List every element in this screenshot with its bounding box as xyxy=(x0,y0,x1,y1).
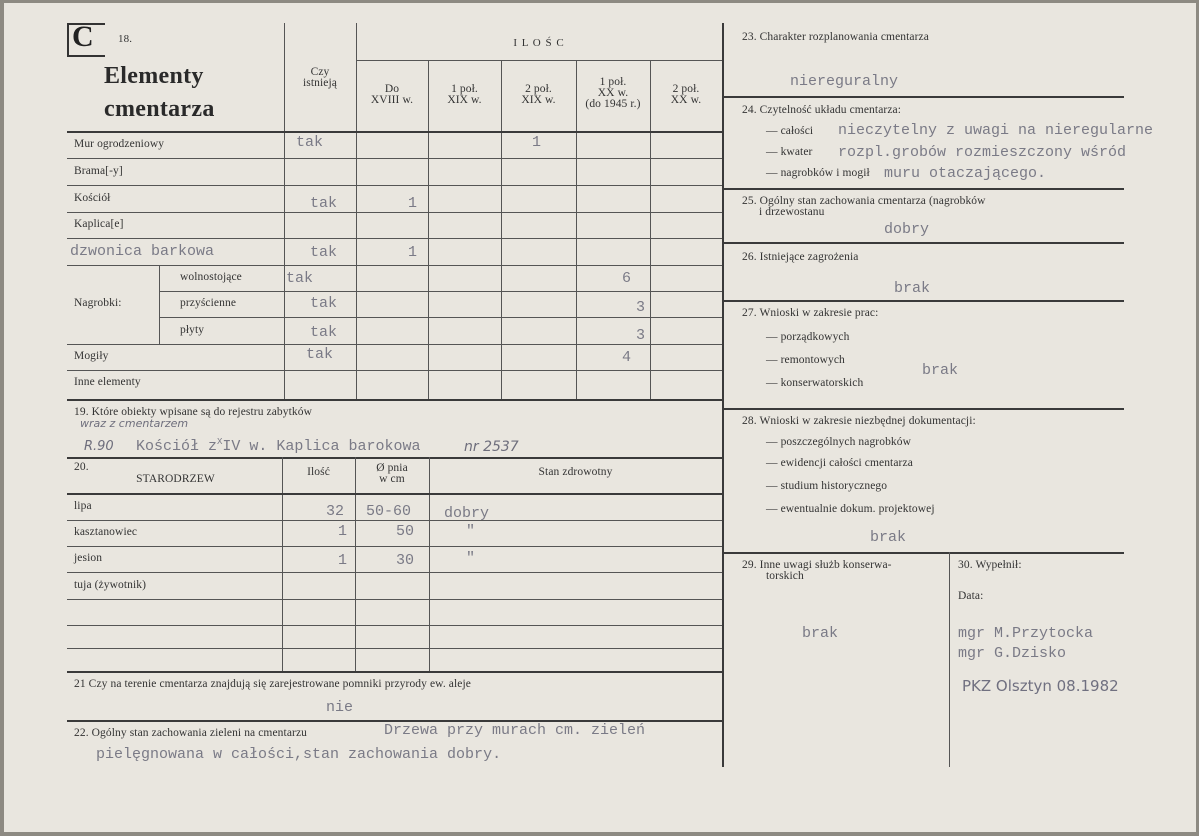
q26-answer: brak xyxy=(894,280,931,297)
tree-qty-lipa: 32 xyxy=(326,503,345,520)
element-label-brama: Brama[-y] xyxy=(74,165,123,177)
period-col-3-line2: XIX w. xyxy=(521,94,556,106)
q30-name-1: mgr M.Przytocka xyxy=(958,625,1094,642)
mogily-count: 4 xyxy=(622,349,632,366)
row-line xyxy=(67,158,722,159)
row-line xyxy=(67,212,722,213)
q25-top-line xyxy=(724,188,1124,190)
ilosc-header: I L O Ś C xyxy=(513,37,565,49)
q28-item-studium: — studium historycznego xyxy=(766,480,888,492)
period-col-5-line2: XX w. xyxy=(670,94,702,106)
q20-row-line xyxy=(67,599,722,600)
q27-item-porzadkowych: — porządkowych xyxy=(766,331,850,343)
q20-row-line xyxy=(67,625,722,626)
period-col-4-line2: XX w. xyxy=(597,87,629,99)
nagrobki-label-plyty: płyty xyxy=(180,324,205,336)
inventory-card xyxy=(4,3,1196,832)
q28-item-nagrobkow: — poszczególnych nagrobków xyxy=(766,436,912,448)
table-top-line xyxy=(67,131,722,133)
col-divider-p1 xyxy=(356,23,357,399)
element-label-mur: Mur ogrodzeniowy xyxy=(74,138,165,150)
tree-qty-kasztanowiec: 1 xyxy=(338,523,348,540)
q23-answer: niereguralny xyxy=(790,73,899,90)
pkz-stamp: PKZ Olsztyn 08.1982 xyxy=(962,677,1119,695)
q22-label: 22. Ogólny stan zachowania zieleni na cmentarzu xyxy=(74,727,308,739)
q28-item-dokumentacji: — ewentualnie dokum. projektowej xyxy=(766,503,935,515)
nagrobki-count-plyty: 3 xyxy=(636,327,646,344)
period-col-4-line3: (do 1945 r.) xyxy=(585,98,641,110)
q20-col-stan: Stan zdrowotny xyxy=(538,466,613,478)
period-col-2-line2: XIX w. xyxy=(447,94,482,106)
tree-diam-lipa: 50-60 xyxy=(366,503,412,520)
nagrobki-count-wolnostojace: 6 xyxy=(622,270,632,287)
nagrobki-exists-wolnostojace: tak xyxy=(286,270,314,287)
q20-row-line xyxy=(67,520,722,521)
mogily-label: Mogiły xyxy=(74,350,109,362)
col-divider-exists xyxy=(284,23,285,399)
q20-row-line xyxy=(67,572,722,573)
q27-label: 27. Wnioski w zakresie prac: xyxy=(742,307,879,319)
row-line xyxy=(67,370,722,371)
nagrobki-label: Nagrobki: xyxy=(74,297,122,309)
q24-answer-line3: muru otaczającego. xyxy=(884,165,1047,182)
q29-q30-divider xyxy=(949,552,950,767)
q20-number: 20. xyxy=(74,461,89,473)
inne-elementy-label: Inne elementy xyxy=(74,376,141,388)
q24-top-line xyxy=(724,96,1124,98)
q29-answer: brak xyxy=(802,625,839,642)
row-line xyxy=(67,238,722,239)
q24-label: 24. Czytelność układu cmentarza: xyxy=(742,104,902,116)
nagrobki-exists-przyscienne: tak xyxy=(310,295,338,312)
tree-diam-kasztanowiec: 50 xyxy=(396,523,415,540)
q20-row-line xyxy=(67,546,722,547)
period-col-1-line1: Do xyxy=(384,83,400,95)
col-divider-p5 xyxy=(650,60,651,399)
tree-name-lipa: lipa xyxy=(74,500,92,512)
q26-top-line xyxy=(724,242,1124,244)
exists-col-header-2: istnieją xyxy=(302,77,337,89)
nagrobki-count-przyscienne: 3 xyxy=(636,299,646,316)
q20-col-pnia-2: w cm xyxy=(379,473,405,485)
element-exists-mur: tak xyxy=(296,134,324,151)
q28-label: 28. Wnioski w zakresie niezbędnej dokumentacji: xyxy=(742,415,976,427)
q29-label-line2: torskich xyxy=(766,570,804,582)
q22-answer-line1: Drzewa przy murach cm. zieleń xyxy=(384,722,646,739)
element-exists-kosciol: tak xyxy=(310,195,338,212)
q24-item-nagrobkow: — nagrobków i mogił xyxy=(766,167,870,179)
element-label-dzwonica: dzwonica barkowa xyxy=(70,243,215,260)
q20-col-ilosc: Ilość xyxy=(307,466,330,478)
q26-label: 26. Istniejące zagrożenia xyxy=(742,251,859,263)
tree-name-jesion: jesion xyxy=(74,552,103,564)
table-bottom-line xyxy=(67,399,722,401)
q24-item-kwater: — kwater xyxy=(766,146,813,158)
q23-label: 23. Charakter rozplanowania cmentarza xyxy=(742,31,929,43)
tree-state-kasztanowiec: " xyxy=(466,523,476,540)
nagrobki-exists-plyty: tak xyxy=(310,324,338,341)
q20-title: STARODRZEW xyxy=(136,473,215,485)
q27-item-konserwatorskich: — konserwatorskich xyxy=(766,377,864,389)
q20-top-line xyxy=(67,457,722,459)
q28-item-ewidencji: — ewidencji całości cmentarza xyxy=(766,457,913,469)
q24-answer-line1: nieczytelny z uwagi na nieregularne xyxy=(838,122,1154,139)
q20-col-divider xyxy=(429,457,430,672)
q21-label: 21 Czy na terenie cmentarza znajdują się zarejestrowane pomniki przyrody ew. aleje xyxy=(74,678,471,690)
tree-diam-jesion: 30 xyxy=(396,552,415,569)
row-line xyxy=(159,317,722,318)
q27-top-line xyxy=(724,300,1124,302)
col-divider-p2 xyxy=(428,60,429,399)
q22-answer-line2: pielęgnowana w całości,stan zachowania dobry. xyxy=(96,746,502,763)
ilosc-underline xyxy=(356,60,722,61)
q20-col-pnia-1: Ø pnia xyxy=(376,462,408,474)
q25-answer: dobry xyxy=(884,221,930,238)
q20-col-divider xyxy=(355,457,356,672)
period-col-1-line2: XVIII w. xyxy=(370,94,414,106)
q27-item-remontowych: — remontowych xyxy=(766,354,845,366)
nagrobki-label-wolnostojace: wolnostojące xyxy=(180,271,242,283)
q25-label-line2: i drzewostanu xyxy=(759,206,825,218)
q27-answer: brak xyxy=(922,362,959,379)
row-line xyxy=(159,291,722,292)
nagrobki-label-przyscienne: przyścienne xyxy=(180,297,237,309)
tree-name-kasztanowiec: kasztanowiec xyxy=(74,526,138,538)
row-line xyxy=(67,344,722,345)
q21-answer: nie xyxy=(326,699,354,716)
q19-label: 19. Które obiekty wpisane są do rejestru zabytków xyxy=(74,406,313,418)
q20-bottom-line xyxy=(67,671,722,673)
element-label-kosciol: Kościół xyxy=(74,192,111,204)
main-vertical-divider xyxy=(722,23,724,767)
element-exists-dzwonica: tak xyxy=(310,244,338,261)
q25-label-line1: 25. Ogólny stan zachowania cmentarza (nagrobków xyxy=(742,195,986,207)
element-count-kosciol: 1 xyxy=(408,195,418,212)
tree-name-tuja: tuja (żywotnik) xyxy=(74,579,147,591)
q19-handwritten-note: wraz z cmentarzem xyxy=(80,417,189,430)
q30-label: 30. Wypełnił: xyxy=(958,559,1022,571)
q28-top-line xyxy=(724,408,1124,410)
col-divider-p4 xyxy=(576,60,577,399)
q20-header-line xyxy=(67,493,722,495)
period-col-3-line1: 2 poł. xyxy=(525,83,552,95)
q20-col-divider xyxy=(282,457,283,672)
element-label-kaplica: Kaplica[e] xyxy=(74,218,124,230)
q19-typed-entry-a: Kościół $z^XIV$ w. Kaplica barokowa xyxy=(136,437,421,455)
card-letter: C xyxy=(72,20,94,53)
q29-top-line xyxy=(724,552,1124,554)
col-divider-p3 xyxy=(501,60,502,399)
row-line xyxy=(67,185,722,186)
element-count-mur: 1 xyxy=(532,134,542,151)
q30-name-2: mgr G.Dzisko xyxy=(958,645,1067,662)
tree-state-jesion: " xyxy=(466,550,476,567)
tree-state-lipa: dobry xyxy=(444,505,490,522)
row-line xyxy=(67,265,722,266)
period-col-4-line1: 1 poł. xyxy=(599,76,627,88)
section-title-line2: cmentarza xyxy=(104,96,215,122)
nagrobki-divider xyxy=(159,265,160,344)
q28-answer: brak xyxy=(870,529,907,546)
tree-qty-jesion: 1 xyxy=(338,552,348,569)
q24-item-calosci: — całości xyxy=(766,125,814,137)
q20-row-line xyxy=(67,648,722,649)
section-18-number: 18. xyxy=(118,33,133,45)
section-title-line1: Elementy xyxy=(104,63,204,89)
q19-handwritten-number: nr 2537 xyxy=(464,439,519,455)
mogily-exists: tak xyxy=(306,346,334,363)
q30-date-label: Data: xyxy=(958,590,984,602)
period-col-2-line1: 1 poł. xyxy=(451,83,478,95)
element-count-dzwonica: 1 xyxy=(408,244,418,261)
q24-answer-line2: rozpl.grobów rozmieszczony wśród xyxy=(838,144,1127,161)
q19-handwritten-register: R.90 xyxy=(84,439,114,454)
q29-label-line1: 29. Inne uwagi służb konserwa- xyxy=(742,559,892,571)
period-col-5-line1: 2 poł. xyxy=(672,83,700,95)
exists-col-header-1: Czy xyxy=(310,66,330,78)
